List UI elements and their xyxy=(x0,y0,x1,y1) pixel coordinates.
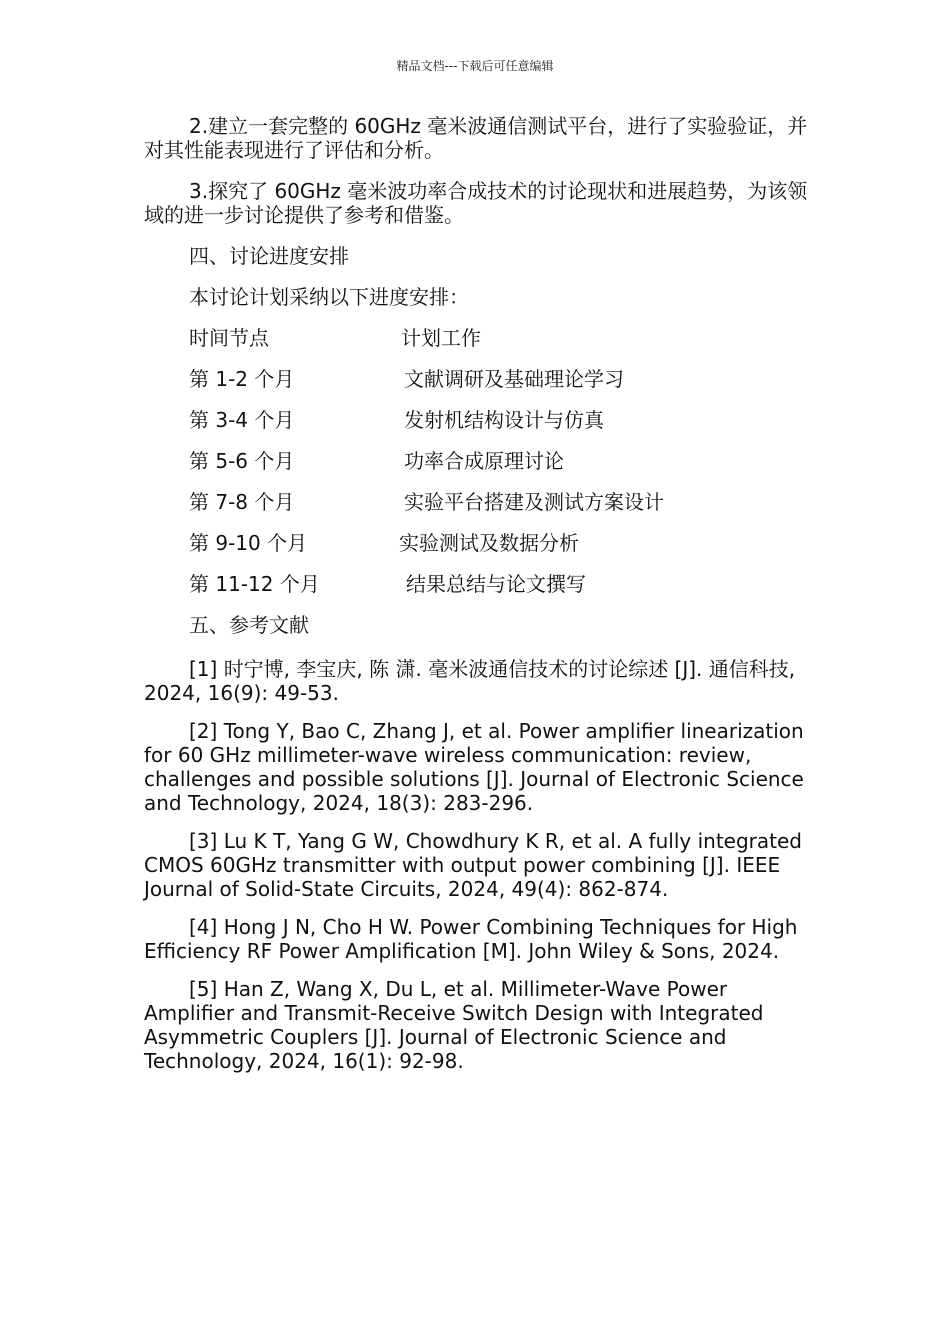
schedule-time: 第 1-2 个月 xyxy=(189,367,295,391)
schedule-row xyxy=(144,449,810,473)
schedule-work: 结果总结与论文撰写 xyxy=(406,572,586,596)
schedule-header-time: 时间节点 xyxy=(189,326,269,350)
schedule-row xyxy=(144,367,810,391)
schedule-work: 实验测试及数据分析 xyxy=(399,531,579,555)
schedule-header-work: 计划工作 xyxy=(401,326,481,350)
schedule-time: 第 5-6 个月 xyxy=(189,449,295,473)
schedule-work: 发射机结构设计与仿真 xyxy=(404,408,604,432)
schedule-time: 第 3-4 个月 xyxy=(189,408,295,432)
reference-item: [2] Tong Y, Bao C, Zhang J, et al. Power amplifier linearization for 60 GHz millimeter-wave wireless communication: review, challenges and possible solutions [J]. Journal of Electronic Science and Technology, 2024, 18(3): 283-296. xyxy=(144,719,804,815)
reference-item: [1] 时宁博, 李宝庆, 陈 潇. 毫米波通信技术的讨论综述 [J]. 通信科技, 2024, 16(9): 49-53. xyxy=(144,657,796,705)
paragraph-2: 2.建立一套完整的 60GHz 毫米波通信测试平台，进行了实验验证，并对其性能表现进行了评估和分析。 xyxy=(144,114,808,162)
reference-item: [5] Han Z, Wang X, Du L, et al. Millimeter-Wave Power Amplifier and Transmit-Receive Switch Design with Integrated Asymmetric Couplers [J]. Journal of Electronic Science and Technology, 2024, 16(1): 92-98. xyxy=(144,977,764,1073)
schedule-row xyxy=(144,572,810,596)
schedule-row xyxy=(144,531,810,555)
schedule-work: 功率合成原理讨论 xyxy=(404,449,564,473)
schedule-row xyxy=(144,490,810,514)
section-5-title: 五、参考文献 xyxy=(189,613,309,637)
reference-item: [3] Lu K T, Yang G W, Chowdhury K R, et al. A fully integrated CMOS 60GHz transmitter with output power combining [J]. IEEE Journal of Solid-State Circuits, 2024, 49(4): 862-874. xyxy=(144,829,802,901)
schedule-header-row xyxy=(144,326,810,350)
schedule-time: 第 9-10 个月 xyxy=(189,531,308,555)
schedule-time: 第 11-12 个月 xyxy=(189,572,320,596)
schedule-work: 实验平台搭建及测试方案设计 xyxy=(404,490,664,514)
page-header: 精品文档---下载后可任意编辑 xyxy=(396,59,554,73)
section-4-title: 四、讨论进度安排 xyxy=(189,244,349,268)
paragraph-3: 3.探究了 60GHz 毫米波功率合成技术的讨论现状和进展趋势，为该领域的进一步讨论提供了参考和借鉴。 xyxy=(144,179,808,227)
document-body xyxy=(144,114,810,1087)
schedule-time: 第 7-8 个月 xyxy=(189,490,295,514)
schedule-work: 文献调研及基础理论学习 xyxy=(404,367,624,391)
schedule-row xyxy=(144,408,810,432)
section-4-intro: 本讨论计划采纳以下进度安排： xyxy=(189,285,469,309)
reference-item: [4] Hong J N, Cho H W. Power Combining Techniques for High Efficiency RF Power Amplification [M]. John Wiley & Sons, 2024. xyxy=(144,915,798,963)
